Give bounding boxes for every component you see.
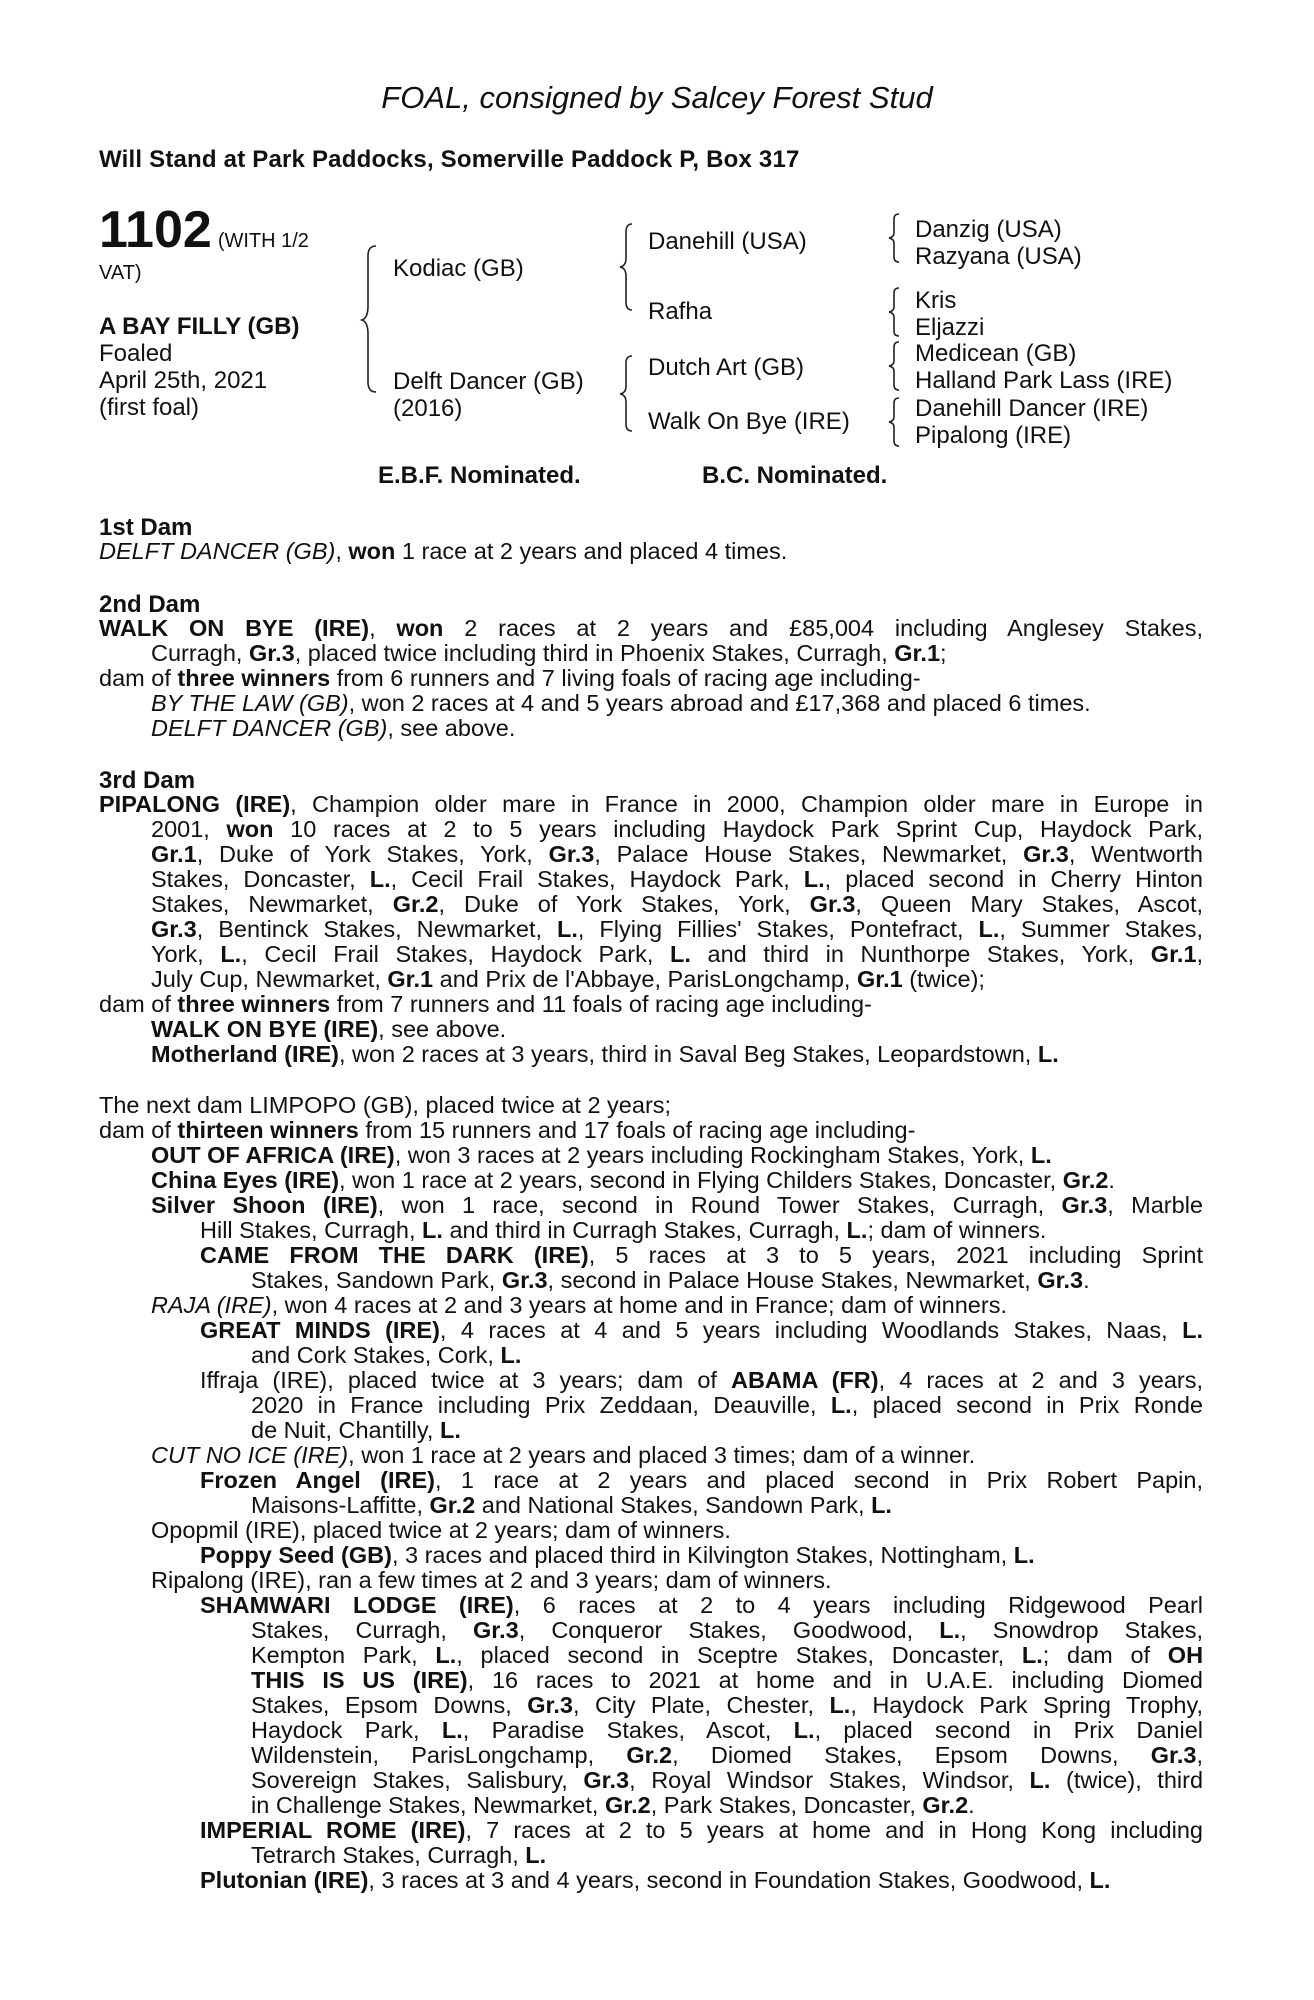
grade: Gr.3	[151, 916, 197, 942]
text: Stakes, Sandown Park,	[251, 1267, 496, 1293]
text: , Conqueror Stakes, Goodwood,	[518, 1617, 914, 1643]
pedigree-sire-sire: Danehill (USA)	[648, 228, 807, 255]
text: , Queen Mary Stakes, Ascot,	[855, 891, 1203, 917]
next-dam-line	[251, 1343, 521, 1368]
text: , won 3 races at 2 years including Rockingham Stakes, York,	[394, 1142, 1025, 1168]
third-dam-line	[151, 942, 1203, 967]
text: , won 1 race at 2 years, second in Flying Childers Stakes, Doncaster,	[339, 1167, 1057, 1193]
winners-count: three winners	[177, 991, 331, 1017]
next-dam-line	[251, 1743, 1203, 1768]
won-label: won	[396, 615, 444, 641]
next-dam-line	[251, 1768, 1203, 1793]
text: ,	[1196, 941, 1204, 967]
horse-name: PIPALONG (IRE)	[99, 791, 291, 817]
text: and Cork Stakes, Cork,	[251, 1342, 494, 1368]
text: , see above.	[378, 1016, 507, 1042]
listed: L.	[871, 1492, 892, 1518]
foaled-note: (first foal)	[99, 394, 200, 421]
grade: Gr.3	[1150, 1742, 1197, 1768]
pedigree-ggs-group-3	[915, 340, 1172, 394]
next-dam-line	[251, 1393, 1203, 1418]
next-dam-line	[200, 1818, 1203, 1843]
horse-name: OH	[1167, 1642, 1204, 1668]
next-dam-line	[200, 1243, 1203, 1268]
second-dam-line	[151, 691, 1091, 716]
text: and Prix de l'Abbaye, ParisLongchamp,	[439, 966, 851, 992]
pedigree-brace-ggs1	[889, 212, 909, 264]
next-dam-line: Ripalong (IRE), ran a few times at 2 and 3 years; dam of winners.	[151, 1567, 832, 1593]
consignor-line: FOAL, consigned by Salcey Forest Stud	[381, 80, 933, 115]
pedigree-ggs-group-4	[915, 395, 1148, 449]
first-dam-heading: 1st Dam	[99, 514, 193, 541]
listed: L.	[1182, 1317, 1203, 1343]
text: York,	[151, 941, 204, 967]
listed: L.	[1089, 1867, 1111, 1893]
grade: Gr.3	[1061, 1192, 1108, 1218]
third-dam-line	[99, 992, 872, 1017]
next-dam-line	[251, 1643, 1203, 1668]
text: Haydock Park,	[251, 1717, 420, 1743]
text: , see above.	[387, 715, 516, 741]
horse-name: DELFT DANCER (GB)	[151, 715, 388, 741]
horse-name: Poppy Seed (GB)	[200, 1542, 392, 1568]
horse-name: WALK ON BYE (IRE)	[151, 1016, 379, 1042]
listed: L.	[422, 1217, 443, 1243]
pedigree-ggs: Medicean (GB)	[915, 340, 1077, 367]
text: dam of	[99, 991, 171, 1017]
foaled-label: Foaled	[99, 340, 173, 367]
listed: L.	[978, 916, 1000, 942]
listed: L.	[1013, 1542, 1035, 1568]
text: Hill Stakes, Curragh,	[200, 1217, 416, 1243]
text: , Summer Stakes,	[999, 916, 1204, 942]
second-dam-line	[99, 666, 921, 691]
listed: L.	[435, 1642, 457, 1668]
horse-name: THIS IS US (IRE)	[251, 1667, 468, 1693]
grade: Gr.2	[1062, 1167, 1109, 1193]
text: .	[1083, 1267, 1090, 1293]
text: dam of	[99, 1117, 171, 1143]
horse-name: DELFT DANCER (GB)	[99, 538, 336, 564]
vat-note-cont: VAT)	[99, 262, 142, 284]
next-dam-line	[200, 1468, 1203, 1493]
horse-name: ABAMA (FR)	[730, 1367, 879, 1393]
text: , 1 race at 2 years and placed second in Prix Robert Papin,	[435, 1467, 1203, 1493]
listed: L.	[369, 866, 391, 892]
text: , Cecil Frail Stakes, Haydock Park,	[241, 941, 654, 967]
text: Stakes, Doncaster,	[151, 866, 356, 892]
next-dam-line	[251, 1693, 1203, 1718]
text: Sovereign Stakes, Salisbury,	[251, 1767, 568, 1793]
text: , placed second in Cherry Hinton	[824, 866, 1203, 892]
listed: L.	[830, 1392, 852, 1418]
text: , Bentinck Stakes, Newmarket,	[196, 916, 543, 942]
text: , placed twice including third in Phoenix Stakes, Curragh,	[294, 640, 888, 666]
grade: Gr.1	[894, 640, 941, 666]
listed: L.	[670, 941, 691, 967]
text: , Flying Fillies' Stakes, Pontefract,	[577, 916, 964, 942]
stand-location: Will Stand at Park Paddocks, Somerville Paddock P, Box 317	[99, 146, 800, 173]
text: (twice);	[909, 966, 985, 992]
text: ; dam of winners.	[867, 1217, 1047, 1243]
text: July Cup, Newmarket,	[151, 966, 381, 992]
next-dam-line: Opopmil (IRE), placed twice at 2 years; dam of winners.	[151, 1517, 731, 1543]
pedigree-ggs: Kris	[915, 287, 957, 314]
vat-note: (WITH 1/2	[217, 230, 309, 252]
text: , Duke of York Stakes, York,	[438, 891, 791, 917]
bc-nomination: B.C. Nominated.	[702, 462, 888, 489]
next-dam-line	[151, 1293, 1007, 1318]
grade: Gr.3	[1023, 841, 1069, 867]
grade: Gr.3	[472, 1617, 519, 1643]
next-dam-line	[200, 1368, 1203, 1393]
horse-name: SHAMWARI LODGE (IRE)	[200, 1592, 514, 1618]
text: 2001,	[151, 816, 210, 842]
text: , Royal Windsor Stakes, Windsor,	[629, 1767, 1014, 1793]
first-dam-text: DELFT DANCER (GB), won 1 race at 2 years and placed 4 times.	[99, 538, 788, 564]
won-label: won	[348, 538, 396, 564]
next-dam-line	[200, 1868, 1110, 1893]
pedigree-ggs: Razyana (USA)	[915, 243, 1082, 270]
grade: Gr.3	[248, 640, 295, 666]
text: , City Plate, Chester,	[573, 1692, 814, 1718]
text: Stakes, Newmarket,	[151, 891, 374, 917]
next-dam-line	[200, 1218, 1046, 1243]
grade: Gr.3	[548, 841, 595, 867]
next-dam-line: The next dam LIMPOPO (GB), placed twice at 2 years;	[99, 1092, 672, 1118]
listed: L.	[525, 1842, 547, 1868]
next-dam-line	[251, 1493, 892, 1518]
horse-name: BY THE LAW (GB)	[151, 690, 349, 716]
next-dam-line	[251, 1718, 1203, 1743]
grade: Gr.2	[922, 1792, 969, 1818]
horse-title: A BAY FILLY (GB)	[99, 313, 300, 340]
pedigree-dam-year: (2016)	[393, 395, 463, 422]
text: Stakes, Curragh,	[251, 1617, 447, 1643]
pedigree-sire: Kodiac (GB)	[393, 255, 524, 282]
listed: L.	[1037, 1041, 1059, 1067]
text: ,	[1196, 1742, 1203, 1768]
next-dam-line	[151, 1193, 1203, 1218]
text: , won 2 races at 4 and 5 years abroad and £17,368 and placed 6 times.	[348, 690, 1091, 716]
text: .	[1108, 1167, 1115, 1193]
winners-count: thirteen winners	[177, 1117, 359, 1143]
text: 10 races at 2 to 5 years including Haydock Park Sprint Cup, Haydock Park,	[290, 816, 1204, 842]
listed: L.	[441, 1717, 463, 1743]
text: , 4 races at 2 and 3 years,	[878, 1367, 1204, 1393]
text: Kempton Park,	[251, 1642, 418, 1668]
text: and third in Curragh Stakes, Curragh,	[449, 1217, 841, 1243]
horse-name: RAJA (IRE)	[151, 1292, 272, 1318]
third-dam-line	[151, 967, 985, 992]
horse-name: Frozen Angel (IRE)	[200, 1467, 435, 1493]
grade: Gr.3	[527, 1692, 573, 1718]
text: , Marble	[1107, 1192, 1203, 1218]
grade: Gr.2	[392, 891, 439, 917]
third-dam-line	[151, 842, 1203, 867]
text: ; dam of	[1042, 1642, 1151, 1668]
third-dam-heading: 3rd Dam	[99, 767, 196, 794]
pedigree-brace-ggs3	[889, 340, 909, 392]
pedigree-dam-sire: Dutch Art (GB)	[648, 354, 805, 381]
text: , won 1 race at 2 years and placed 3 times; dam of a winner.	[348, 1442, 976, 1468]
grade: Gr.2	[429, 1492, 476, 1518]
listed: L.	[439, 1417, 461, 1443]
pedigree-ggs-group-1	[915, 216, 1082, 270]
text: Tetrarch Stakes, Curragh,	[251, 1842, 519, 1868]
pedigree-brace-ggs4	[889, 396, 909, 448]
text: , won 2 races at 3 years, third in Saval Beg Stakes, Leopardstown,	[339, 1041, 1032, 1067]
next-dam-line	[151, 1168, 1115, 1193]
horse-name: Silver Shoon (IRE)	[151, 1192, 378, 1218]
pedigree-ggs: Eljazzi	[915, 314, 985, 341]
listed: L.	[829, 1692, 851, 1718]
second-dam-line: WALK ON BYE (IRE), won 2 races at 2 years and £85,004 including Anglesey Stakes,	[99, 615, 1204, 641]
text: , Snowdrop Stakes,	[960, 1617, 1204, 1643]
text: from 6 runners and 7 living foals of racing age including-	[336, 665, 921, 691]
horse-name: Plutonian (IRE)	[200, 1867, 369, 1893]
text: and third in Nunthorpe Stakes, York,	[707, 941, 1135, 967]
pedigree-ggs: Danzig (USA)	[915, 216, 1062, 243]
text: , Wentworth	[1068, 841, 1203, 867]
text: , 3 races at 3 and 4 years, second in Foundation Stakes, Goodwood,	[368, 1867, 1083, 1893]
horse-name: GREAT MINDS (IRE)	[200, 1317, 440, 1343]
text: , Champion older mare in France in 2000, Champion older mare in Europe in	[290, 791, 1203, 817]
text: 1 race at 2 years and placed 4 times.	[401, 538, 788, 564]
third-dam-line	[99, 792, 1203, 817]
text: , 5 races at 3 to 5 years, 2021 including Sprint	[588, 1242, 1203, 1268]
text: from 7 runners and 11 foals of racing age including-	[336, 991, 872, 1017]
next-dam-line	[251, 1668, 1203, 1693]
pedigree-brace-main	[362, 244, 392, 394]
text: and National Stakes, Sandown Park,	[481, 1492, 865, 1518]
third-dam-line	[151, 1042, 1059, 1067]
listed: L.	[1021, 1642, 1043, 1668]
pedigree-brace-dam	[620, 354, 644, 434]
grade: Gr.3	[583, 1767, 630, 1793]
text: Iffraja (IRE), placed twice at 3 years; dam of	[200, 1367, 717, 1393]
listed: L.	[220, 941, 242, 967]
horse-name: CAME FROM THE DARK (IRE)	[200, 1242, 589, 1268]
text: , Palace House Stakes, Newmarket,	[594, 841, 1008, 867]
foaled-info	[99, 340, 267, 421]
horse-name: Motherland (IRE)	[151, 1041, 339, 1067]
listed: L.	[500, 1342, 522, 1368]
text: , Haydock Park Spring Trophy,	[850, 1692, 1204, 1718]
horse-name: IMPERIAL ROME (IRE)	[200, 1817, 466, 1843]
winners-count: three winners	[177, 665, 331, 691]
next-dam-line	[251, 1418, 461, 1443]
text: , 4 races at 4 and 5 years including Woodlands Stakes, Naas,	[439, 1317, 1168, 1343]
text: , 7 races at 2 to 5 years at home and in Hong Kong including	[465, 1817, 1203, 1843]
pedigree-sire-dam: Rafha	[648, 298, 713, 325]
text: , Diomed Stakes, Epsom Downs,	[672, 1742, 1119, 1768]
grade: Gr.3	[501, 1267, 548, 1293]
next-dam-line	[251, 1843, 546, 1868]
text: Stakes, Epsom Downs,	[251, 1692, 512, 1718]
won-label: won	[226, 816, 274, 842]
text: 2020 in France including Prix Zeddaan, Deauville,	[251, 1392, 817, 1418]
grade: Gr.3	[809, 891, 856, 917]
third-dam-line	[151, 1017, 506, 1042]
grade: Gr.3	[1037, 1267, 1084, 1293]
next-dam-line	[251, 1268, 1090, 1293]
pedigree-dam	[393, 368, 584, 422]
text: , second in Palace House Stakes, Newmarket,	[547, 1267, 1031, 1293]
grade: Gr.1	[856, 966, 903, 992]
grade: Gr.2	[604, 1792, 651, 1818]
listed: L.	[846, 1217, 868, 1243]
listed: L.	[557, 916, 578, 942]
second-dam-line	[151, 716, 515, 741]
text: , Cecil Frail Stakes, Haydock Park,	[390, 866, 790, 892]
text: , Park Stakes, Doncaster,	[650, 1792, 916, 1818]
next-dam-line	[251, 1793, 975, 1818]
text: Maisons-Laffitte,	[251, 1492, 423, 1518]
pedigree-ggs: Danehill Dancer (IRE)	[915, 395, 1149, 422]
grade: Gr.1	[151, 841, 197, 867]
grade: Gr.1	[387, 966, 434, 992]
text: , Duke of York Stakes, York,	[196, 841, 533, 867]
text: , won 4 races at 2 and 3 years at home and in France; dam of winners.	[271, 1292, 1007, 1318]
text: , 16 races to 2021 at home and in U.A.E. including Diomed	[467, 1667, 1204, 1693]
listed: L.	[793, 1717, 815, 1743]
listed: L.	[1029, 1767, 1051, 1793]
horse-name: WALK ON BYE (IRE)	[99, 615, 370, 641]
text: 2 races at 2 years and £85,004 including Anglesey Stakes,	[464, 615, 1204, 641]
next-dam-line	[200, 1593, 1203, 1618]
listed: L.	[939, 1617, 961, 1643]
foaled-date: April 25th, 2021	[99, 367, 268, 394]
third-dam-line	[151, 892, 1203, 917]
next-dam-line	[151, 1143, 1052, 1168]
pedigree-ggs: Pipalong (IRE)	[915, 422, 1072, 449]
listed: L.	[803, 866, 825, 892]
text: , placed second in Sceptre Stakes, Doncaster,	[456, 1642, 1005, 1668]
text: ;	[940, 640, 947, 666]
next-dam-line	[200, 1543, 1035, 1568]
next-dam-line	[99, 1118, 915, 1143]
pedigree-brace-sire	[620, 222, 644, 312]
horse-name: China Eyes (IRE)	[151, 1167, 340, 1193]
horse-name: CUT NO ICE (IRE)	[151, 1442, 349, 1468]
second-dam-heading: 2nd Dam	[99, 591, 201, 618]
pedigree-dam-name: Delft Dancer (GB)	[393, 368, 584, 395]
text: , 3 races and placed third in Kilvington Stakes, Nottingham,	[391, 1542, 1008, 1568]
text: Curragh,	[151, 640, 243, 666]
text: (twice), third	[1066, 1767, 1204, 1793]
text: in Challenge Stakes, Newmarket,	[251, 1792, 599, 1818]
listed: L.	[1030, 1142, 1052, 1168]
text: dam of	[99, 665, 171, 691]
text: , won 1 race, second in Round Tower Stakes, Curragh,	[377, 1192, 1045, 1218]
third-dam-line	[151, 917, 1203, 942]
text: , placed second in Prix Daniel	[814, 1717, 1204, 1743]
pedigree-ggs-group-2	[915, 287, 984, 341]
second-dam-line	[151, 641, 947, 666]
pedigree-brace-ggs2	[889, 286, 909, 338]
pedigree-dam-dam: Walk On Bye (IRE)	[648, 408, 850, 435]
third-dam-line	[151, 867, 1203, 892]
text: Wildenstein, ParisLongchamp,	[251, 1742, 595, 1768]
lot-number	[99, 200, 309, 271]
horse-name: OUT OF AFRICA (IRE)	[151, 1142, 395, 1168]
ebf-nomination: E.B.F. Nominated.	[378, 462, 581, 489]
text: , placed second in Prix Ronde	[851, 1392, 1203, 1418]
text: .	[968, 1792, 975, 1818]
text: , 6 races at 2 to 4 years including Ridgewood Pearl	[513, 1592, 1203, 1618]
next-dam-line	[200, 1318, 1203, 1343]
lot-number-value: 1102	[99, 201, 212, 259]
text: from 15 runners and 17 foals of racing age including-	[365, 1117, 916, 1143]
text: , Paradise Stakes, Ascot,	[462, 1717, 772, 1743]
next-dam-line	[251, 1618, 1203, 1643]
next-dam-line	[151, 1443, 975, 1468]
third-dam-line	[151, 817, 1203, 842]
grade: Gr.1	[1150, 941, 1197, 967]
pedigree-ggs: Halland Park Lass (IRE)	[915, 367, 1173, 394]
grade: Gr.2	[626, 1742, 673, 1768]
text: de Nuit, Chantilly,	[251, 1417, 434, 1443]
